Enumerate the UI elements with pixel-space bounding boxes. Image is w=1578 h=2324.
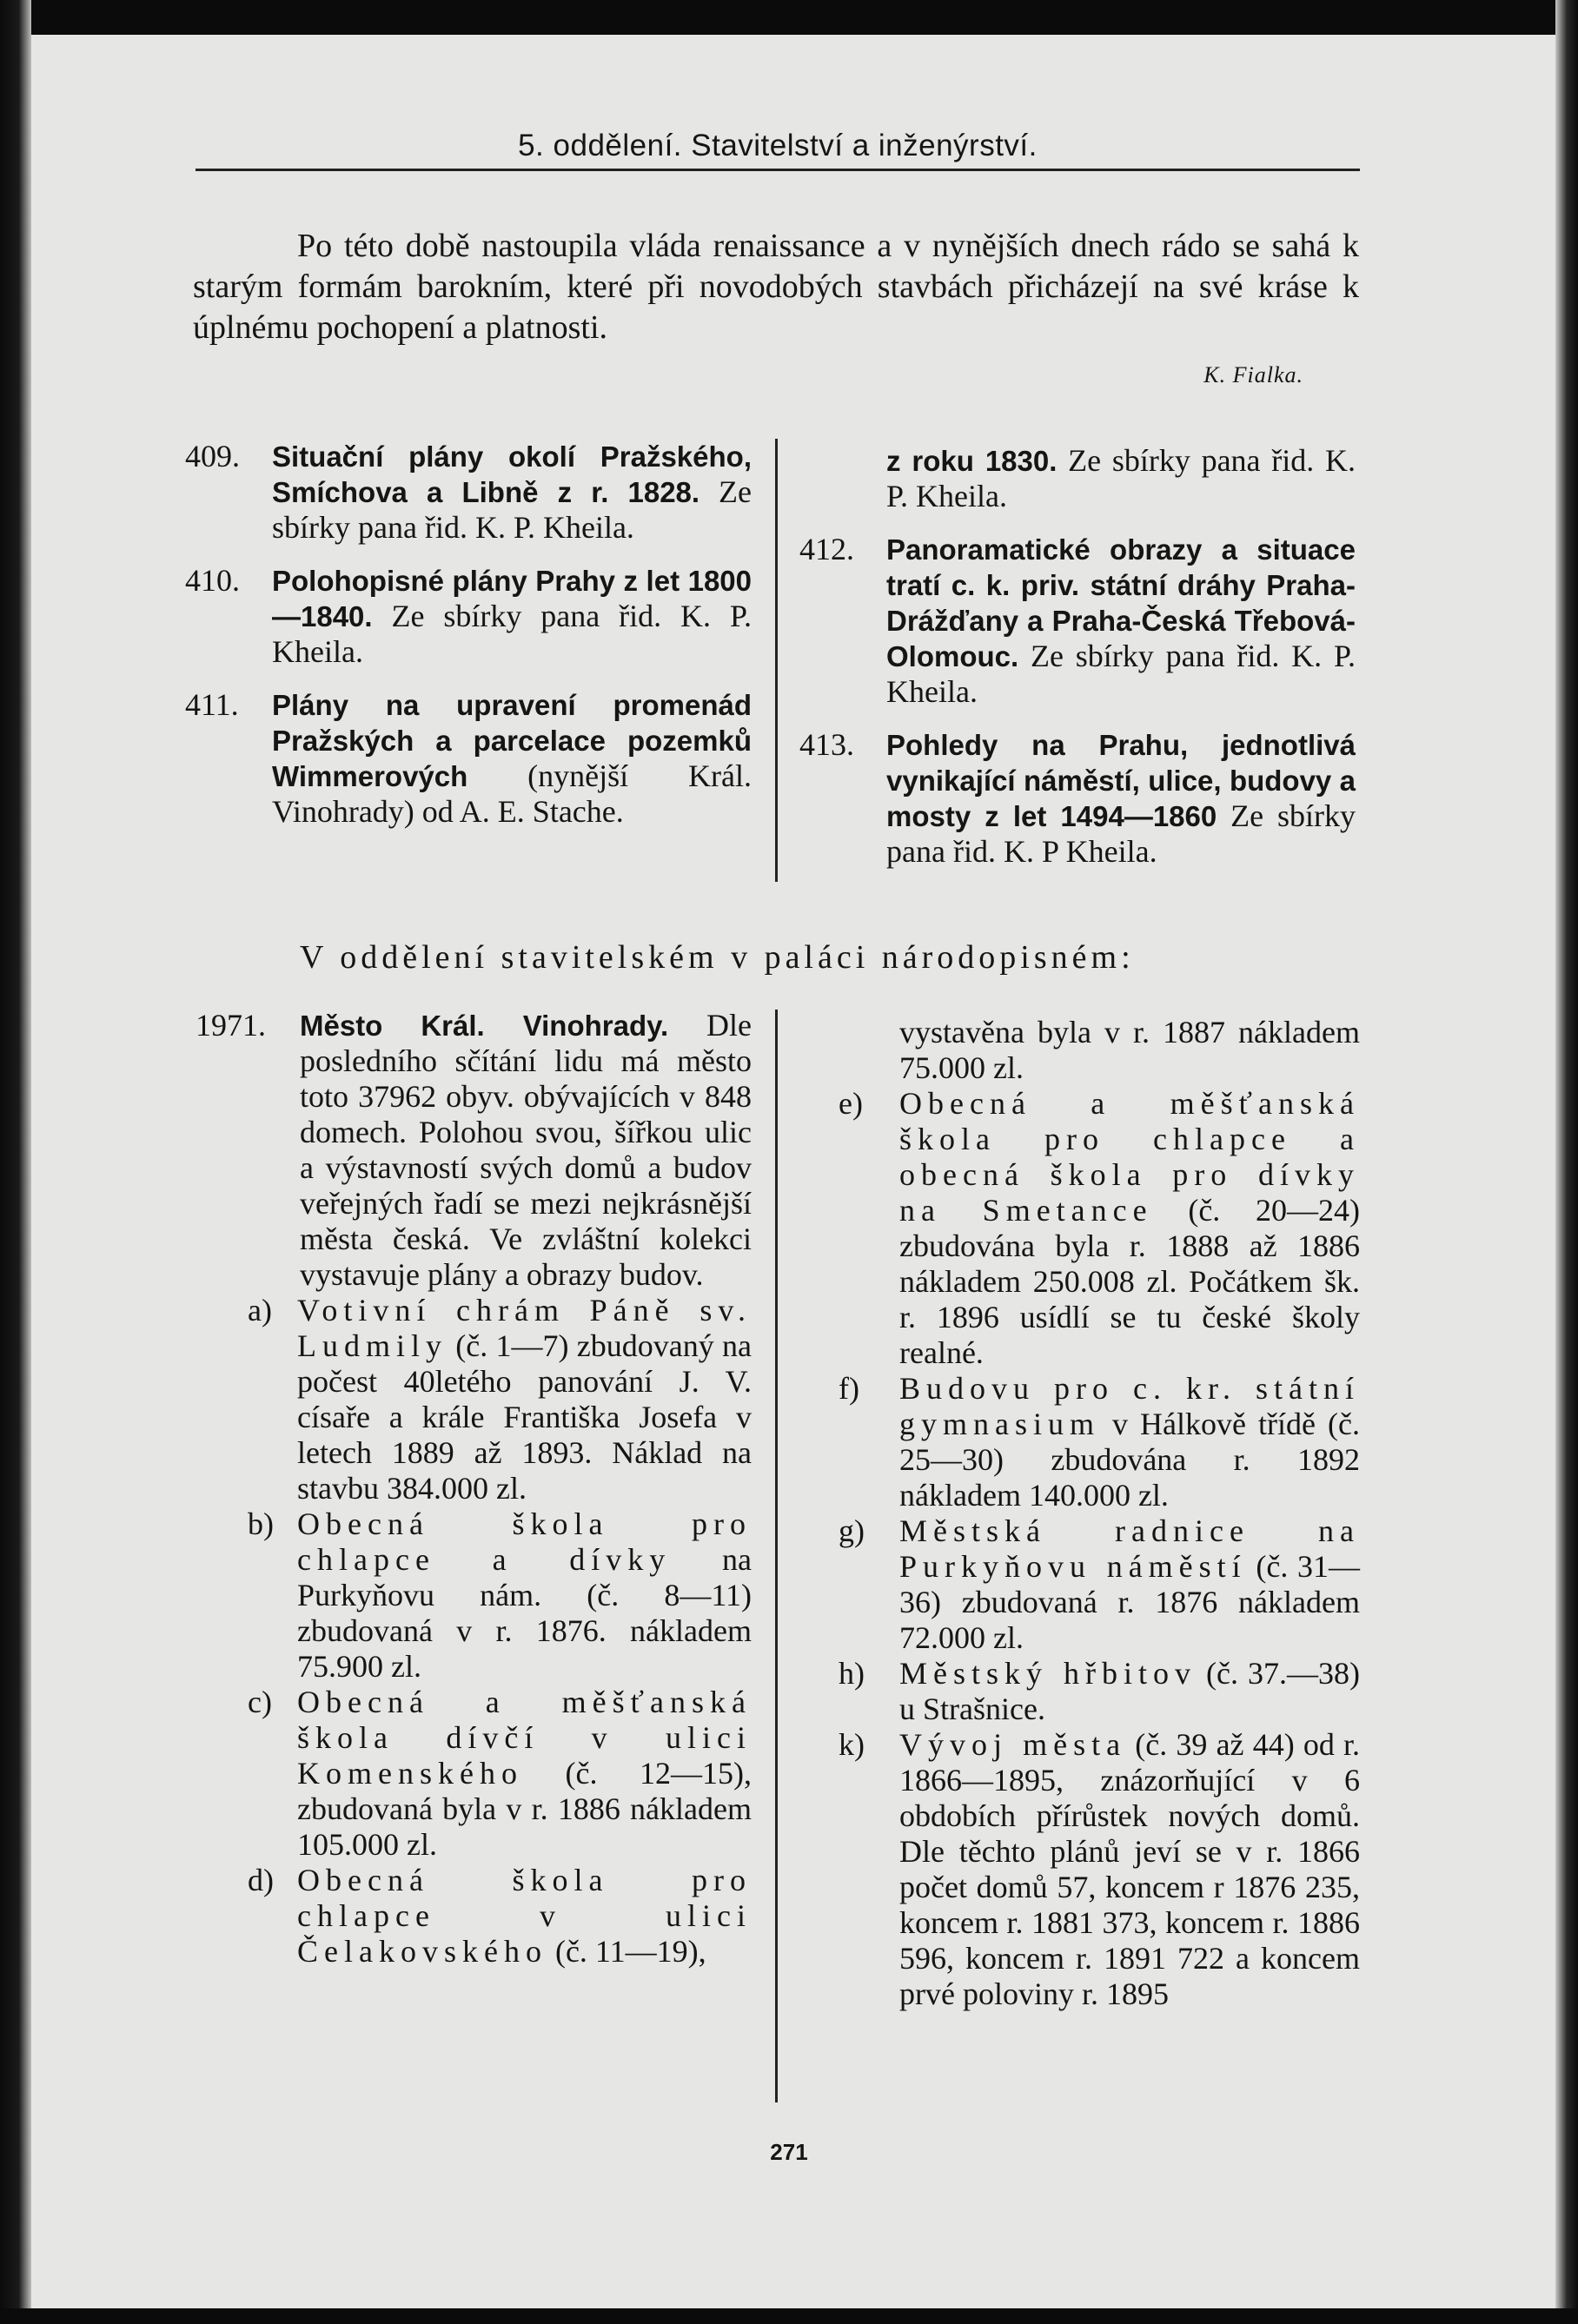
- sub-item-label: k): [839, 1727, 865, 1762]
- sub-item-details: (č. 39 až 44) od r. 1866—1895, znázorňující v 6 obdobích přírůstek nových domů. Dle těchto plánů jeví se v r. 1866 počet domů 57, koncem r 1876 235, koncem r. 1881 373, koncem r. 1886 596, koncem r. 1891 722 a koncem prvé poloviny r. 1895: [899, 1727, 1360, 2011]
- entry-number: 412.: [799, 532, 854, 566]
- column-divider-bottom: [775, 1010, 778, 2102]
- sub-item-details: (č. 1—7) zbudovaný na počest 40letého panování J. V. císaře a krále Františka Josefa v letech 1889 až 1893. Náklad na stavbu 384.000 zl.: [297, 1328, 752, 1506]
- entry-title: Panoramatické obrazy a situace tratí c. k. priv. státní dráhy Praha-Drážďany a Praha-Česká Třebová-Olomouc.: [886, 533, 1356, 672]
- page-header: 5. oddělení. Stavitelství a inženýrství.: [518, 129, 1038, 162]
- sub-item-e: [839, 1086, 1360, 1371]
- entry-title: Situační plány okolí Pražského, Smíchova a Libně z r. 1828.: [272, 440, 752, 508]
- scan-border-bottom: [0, 2308, 1578, 2324]
- entry-number: 409.: [185, 439, 240, 473]
- header-rule: [196, 169, 1360, 171]
- sub-item-name: Obecná škola pro chlapce v ulici Čelakovského: [297, 1863, 752, 1969]
- sub-item-d: [196, 1863, 752, 1970]
- sub-item-details: v Hálkově třídě (č. 25—30) zbudována r. 1892 nákladem 140.000 zl.: [899, 1407, 1360, 1513]
- sub-item-label: b): [248, 1506, 274, 1541]
- sub-item-name: Budovu pro c. kr. státní gymnasium: [899, 1371, 1360, 1441]
- sub-item-c: [196, 1685, 752, 1863]
- scan-border-left: [0, 0, 31, 2324]
- scan-border-right: [1555, 0, 1578, 2324]
- sub-item-a: [196, 1293, 752, 1506]
- entry-title: Pohledy na Prahu, jednotlivá vynikající náměstí, ulice, budovy a mosty z let 1494—1860: [886, 729, 1356, 832]
- sub-item-label: d): [248, 1863, 274, 1897]
- catalog-entry-413: [799, 727, 1356, 870]
- epigraph-author: K. Fialka.: [1203, 362, 1303, 387]
- bottom-left-column: [196, 1008, 752, 1970]
- sub-item-label: c): [248, 1685, 272, 1719]
- sub-item-name: Vývoj města: [899, 1727, 1127, 1762]
- sub-item-d-continuation: vystavěna byla v r. 1887 nákladem 75.000 zl.: [899, 1015, 1360, 1085]
- entry-source: (nynější Král. Vinohrady) od A. E. Stache.: [272, 758, 752, 829]
- sub-item-details: (č. 12—15), zbudovaná byla v r. 1886 nákladem 105.000 zl.: [297, 1756, 752, 1862]
- catalog-entry-411-continuation: [799, 443, 1356, 514]
- sub-item-details: na Purkyňovu nám. (č. 8—11) zbudovaná v r. 1876. nákladem 75.900 zl.: [297, 1542, 752, 1684]
- sub-item-g: [839, 1513, 1361, 1656]
- sub-item-h: [839, 1656, 1360, 1727]
- top-right-column: [799, 443, 1356, 887]
- catalog-entry-1971: [196, 1008, 752, 1293]
- catalog-entry-410: [185, 563, 752, 670]
- epigraph-text: Po této době nastoupila vláda renaissance a v nynějších dnech rádo se sahá k starým formám barokním, které při novodobých stavbách přicházejí na své kráse k úplnému pochopení a platnosti.: [193, 228, 1359, 346]
- sub-item-name: Obecná a měšťanská škola pro chlapce a obecná škola pro dívky na Smetance: [899, 1086, 1360, 1228]
- sub-item-details: (č. 20—24) zbudována byla r. 1888 až 1886 nákladem 250.008 zl. Počátkem šk. r. 1896 usídlí se tu české školy realné.: [899, 1193, 1360, 1370]
- entry-title: z roku 1830.: [886, 445, 1058, 477]
- sub-item-label: f): [839, 1371, 859, 1406]
- entry-source: Ze sbírky pana řid. K. P. Kheila.: [886, 443, 1356, 513]
- entry-source: Ze sbírky pana řid. K. P. Kheila.: [886, 639, 1356, 709]
- entry-number: 411.: [185, 687, 239, 722]
- entry-number: 410.: [185, 563, 240, 598]
- bottom-right-column: [839, 1015, 1361, 2012]
- sub-item-label: a): [248, 1293, 272, 1328]
- entry-source: Ze sbírky pana řid. K. P. Kheila.: [272, 599, 752, 669]
- scan-border-top: [0, 0, 1578, 35]
- section-heading: V oddělení stavitelském v paláci národopisném:: [300, 939, 1135, 976]
- entry-number: 1971.: [196, 1008, 266, 1043]
- top-left-column: [185, 439, 752, 847]
- entry-source: Ze sbírky pana řid. K. P Kheila.: [886, 798, 1356, 869]
- sub-item-name: Obecná a měšťanská škola dívčí v ulici Komenského: [297, 1685, 752, 1791]
- sub-item-label: h): [839, 1656, 865, 1691]
- sub-item-f: [839, 1371, 1360, 1513]
- sub-item-name: Městský hřbitov: [899, 1656, 1197, 1691]
- catalog-entry-409: [185, 439, 752, 546]
- sub-item-k: [839, 1727, 1360, 2012]
- catalog-entry-412: [799, 532, 1356, 710]
- entry-number: 413.: [799, 727, 854, 762]
- sub-item-label: g): [839, 1513, 865, 1548]
- sub-item-b: [196, 1506, 752, 1685]
- column-divider-top: [775, 439, 778, 882]
- page-number: 271: [770, 2139, 808, 2165]
- entry-intro: Dle posledního sčítání lidu má město toto 37962 obyv. obývajících v 848 domech. Polohou svou, šířkou ulic a výstavností svých domů a budov veřejných řadí se mezi nejkrásnější města česká. Ve zvláštní kolekci vystavuje plány a obrazy budov.: [300, 1008, 752, 1292]
- sub-item-details: (č. 31—36) zbudovaná r. 1876 nákladem 72.000 zl.: [899, 1549, 1361, 1655]
- entry-title: Město Král. Vinohrady.: [300, 1010, 669, 1042]
- entry-source: Ze sbírky pana řid. K. P. Kheila.: [272, 474, 753, 545]
- sub-item-name: Votivní chrám Páně sv. Ludmily: [297, 1293, 752, 1363]
- sub-item-name: Městská radnice na Purkyňovu náměstí: [899, 1513, 1360, 1584]
- sub-item-details: (č. 37.—38) u Strašnice.: [899, 1656, 1360, 1726]
- catalog-entry-411: [185, 687, 752, 830]
- sub-item-name: Obecná škola pro chlapce a dívky: [297, 1506, 752, 1577]
- sub-item-details: (č. 11—19),: [547, 1934, 706, 1969]
- entry-title: Plány na upravení promenád Pražských a parcelace pozemků Wimmerových: [272, 689, 752, 792]
- sub-item-label: e): [839, 1086, 863, 1121]
- entry-title: Polohopisné plány Prahy z let 1800—1840.: [272, 565, 752, 632]
